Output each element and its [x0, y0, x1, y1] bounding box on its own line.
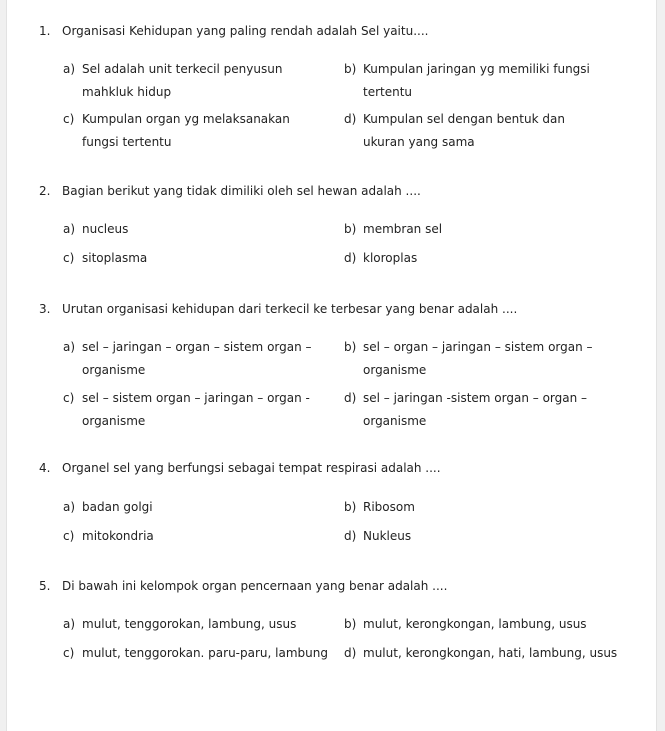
option-letter: b): [344, 222, 357, 236]
option-d: [344, 247, 606, 270]
question-stem: [39, 184, 421, 198]
option-text: Ribosom: [363, 500, 415, 514]
question-stem: [39, 461, 441, 475]
option-text: Kumpulan organ yg melaksanakan fungsi tertentu: [82, 112, 290, 149]
option-letter: a): [63, 62, 76, 76]
option-letter: c): [63, 391, 75, 405]
option-letter: d): [344, 391, 357, 405]
option-b: [344, 496, 606, 519]
question-stem: [39, 302, 517, 316]
question-text: Organisasi Kehidupan yang paling rendah adalah Sel yaitu....: [62, 24, 429, 38]
option-a: [63, 613, 325, 636]
option-a: [63, 218, 325, 241]
option-text: Nukleus: [363, 529, 412, 543]
question-text: Urutan organisasi kehidupan dari terkecil ke terbesar yang benar adalah ....: [62, 302, 518, 316]
option-text: Kumpulan sel dengan bentuk dan ukuran yang sama: [363, 112, 565, 149]
option-b: [344, 218, 606, 241]
option-d: [344, 387, 606, 432]
option-text: Sel adalah unit terkecil penyusun mahkluk hidup: [82, 62, 283, 99]
option-letter: c): [63, 112, 75, 126]
question-text: Bagian berikut yang tidak dimiliki oleh sel hewan adalah ....: [62, 184, 421, 198]
question-text: Di bawah ini kelompok organ pencernaan yang benar adalah ....: [62, 579, 448, 593]
option-letter: c): [63, 529, 75, 543]
option-b: [344, 613, 634, 636]
question-stem: [39, 24, 428, 38]
question-number: 2.: [39, 184, 51, 198]
option-a: [63, 58, 325, 103]
question-number: 4.: [39, 461, 51, 475]
option-letter: b): [344, 340, 357, 354]
option-a: [63, 336, 325, 381]
option-letter: b): [344, 617, 357, 631]
option-c: [63, 108, 325, 153]
option-text: sel – jaringan – organ – sistem organ – organisme: [82, 340, 312, 377]
option-d: [344, 525, 606, 548]
option-c: [63, 525, 325, 548]
option-text: sitoplasma: [82, 251, 148, 265]
option-text: membran sel: [363, 222, 443, 236]
option-text: mitokondria: [82, 529, 154, 543]
option-text: Kumpulan jaringan yg memiliki fungsi tertentu: [363, 62, 590, 99]
option-a: [63, 496, 325, 519]
option-letter: a): [63, 617, 76, 631]
question-number: 1.: [39, 24, 51, 38]
option-text: sel – organ – jaringan – sistem organ – organisme: [363, 340, 593, 377]
option-d: [344, 108, 606, 153]
option-letter: a): [63, 222, 76, 236]
option-c: [63, 642, 343, 665]
option-letter: a): [63, 500, 76, 514]
option-letter: c): [63, 251, 75, 265]
option-text: mulut, kerongkongan, hati, lambung, usus: [363, 646, 618, 660]
option-letter: c): [63, 646, 75, 660]
option-text: sel – sistem organ – jaringan – organ - organisme: [82, 391, 310, 428]
option-letter: d): [344, 112, 357, 126]
option-text: mulut, tenggorokan. paru-paru, lambung: [82, 646, 328, 660]
option-c: [63, 387, 325, 432]
option-c: [63, 247, 325, 270]
option-d: [344, 642, 644, 665]
option-text: badan golgi: [82, 500, 153, 514]
option-text: mulut, kerongkongan, lambung, usus: [363, 617, 587, 631]
question-stem: [39, 579, 447, 593]
option-text: kloroplas: [363, 251, 418, 265]
option-letter: b): [344, 500, 357, 514]
question-number: 5.: [39, 579, 51, 593]
option-letter: d): [344, 529, 357, 543]
option-text: sel – jaringan -sistem organ – organ – organisme: [363, 391, 588, 428]
question-text: Organel sel yang berfungsi sebagai tempat respirasi adalah ....: [62, 461, 441, 475]
option-letter: d): [344, 251, 357, 265]
option-letter: d): [344, 646, 357, 660]
option-letter: b): [344, 62, 357, 76]
option-b: [344, 336, 606, 381]
option-text: mulut, tenggorokan, lambung, usus: [82, 617, 297, 631]
option-b: [344, 58, 606, 103]
document-page: [6, 0, 657, 731]
question-number: 3.: [39, 302, 51, 316]
option-text: nucleus: [82, 222, 129, 236]
option-letter: a): [63, 340, 76, 354]
